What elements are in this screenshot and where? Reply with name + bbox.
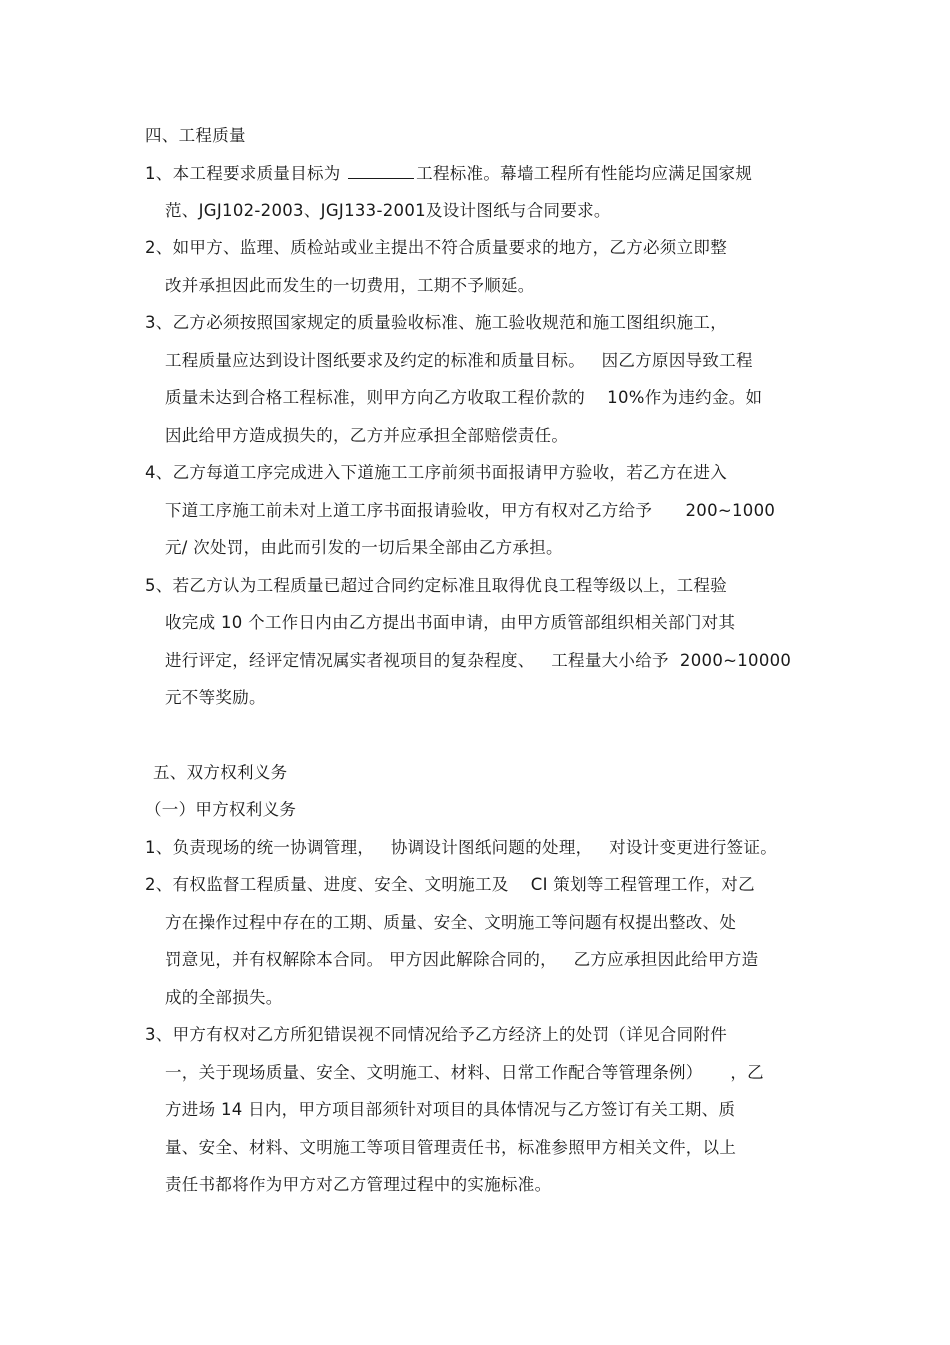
paragraph-line: 一，关于现场质量、安全、文明施工、材料、日常工作配合等管理条例） ，乙 [165, 1063, 764, 1082]
paragraph-line: 改并承担因此而发生的一切费用，工期不予顺延。 [165, 276, 535, 295]
paragraph-line: 收完成 10 个工作日内由乙方提出书面申请，由甲方质管部组织相关部门对其 [165, 613, 736, 632]
text-run: 工程标准。幕墙工程所有性能均应满足国家规 [416, 164, 753, 183]
paragraph-line: 2、有权监督工程质量、进度、安全、文明施工及 CI 策划等工程管理工作，对乙 [145, 875, 755, 894]
paragraph-line: 下道工序施工前未对上道工序书面报请验收，甲方有权对乙方给予 200~1000 [165, 501, 776, 520]
paragraph-line: 3、乙方必须按照国家规定的质量验收标准、施工验收规范和施工图组织施工， [145, 313, 727, 332]
blank-fill-line [348, 162, 414, 179]
paragraph-line: 责任书都将作为甲方对乙方管理过程中的实施标准。 [165, 1175, 552, 1194]
paragraph-line: 元不等奖励。 [165, 688, 266, 707]
paragraph-line: 方在操作过程中存在的工期、质量、安全、文明施工等问题有权提出整改、处 [165, 913, 737, 932]
paragraph-line: 元/ 次处罚，由此而引发的一切后果全部由乙方承担。 [165, 538, 563, 557]
paragraph-line: 进行评定，经评定情况属实者视项目的复杂程度、 工程量大小给予 2000~10000 [165, 651, 792, 670]
paragraph-line: 4、乙方每道工序完成进入下道施工工序前须书面报请甲方验收，若乙方在进入 [145, 463, 727, 482]
paragraph-line: 2、如甲方、监理、质检站或业主提出不符合质量要求的地方，乙方必须立即整 [145, 238, 727, 257]
paragraph-line: 方进场 14 日内，甲方项目部须针对项目的具体情况与乙方签订有关工期、质 [165, 1100, 736, 1119]
paragraph-line: 量、安全、材料、文明施工等项目管理责任书，标准参照甲方相关文件，以上 [165, 1138, 737, 1157]
paragraph-line: 工程质量应达到设计图纸要求及约定的标准和质量目标。 因乙方原因导致工程 [165, 351, 753, 370]
paragraph-line: 罚意见，并有权解除本合同。 甲方因此解除合同的， 乙方应承担因此给甲方造 [165, 950, 759, 969]
paragraph-line: 因此给甲方造成损失的，乙方并应承担全部赔偿责任。 [165, 426, 569, 445]
text-run: 1、本工程要求质量目标为 [145, 164, 347, 183]
section-heading-quality: 四、工程质量 [145, 126, 246, 145]
paragraph-line: 质量未达到合格工程标准，则甲方向乙方收取工程价款的 10%作为违约金。如 [165, 388, 763, 407]
paragraph-line: 1、负责现场的统一协调管理， 协调设计图纸问题的处理， 对设计变更进行签证。 [145, 838, 778, 857]
paragraph-line: 范、JGJ102-2003、JGJ133-2001及设计图纸与合同要求。 [165, 201, 611, 220]
paragraph-line: 5、若乙方认为工程质量已超过合同约定标准且取得优良工程等级以上，工程验 [145, 576, 727, 595]
section-heading-rights: 五、双方权利义务 [153, 763, 288, 782]
subsection-heading: （一）甲方权利义务 [145, 800, 297, 819]
paragraph-line [145, 162, 752, 185]
paragraph-line: 成的全部损失。 [165, 988, 283, 1007]
paragraph-line: 3、甲方有权对乙方所犯错误视不同情况给予乙方经济上的处罚（详见合同附件 [145, 1025, 727, 1044]
